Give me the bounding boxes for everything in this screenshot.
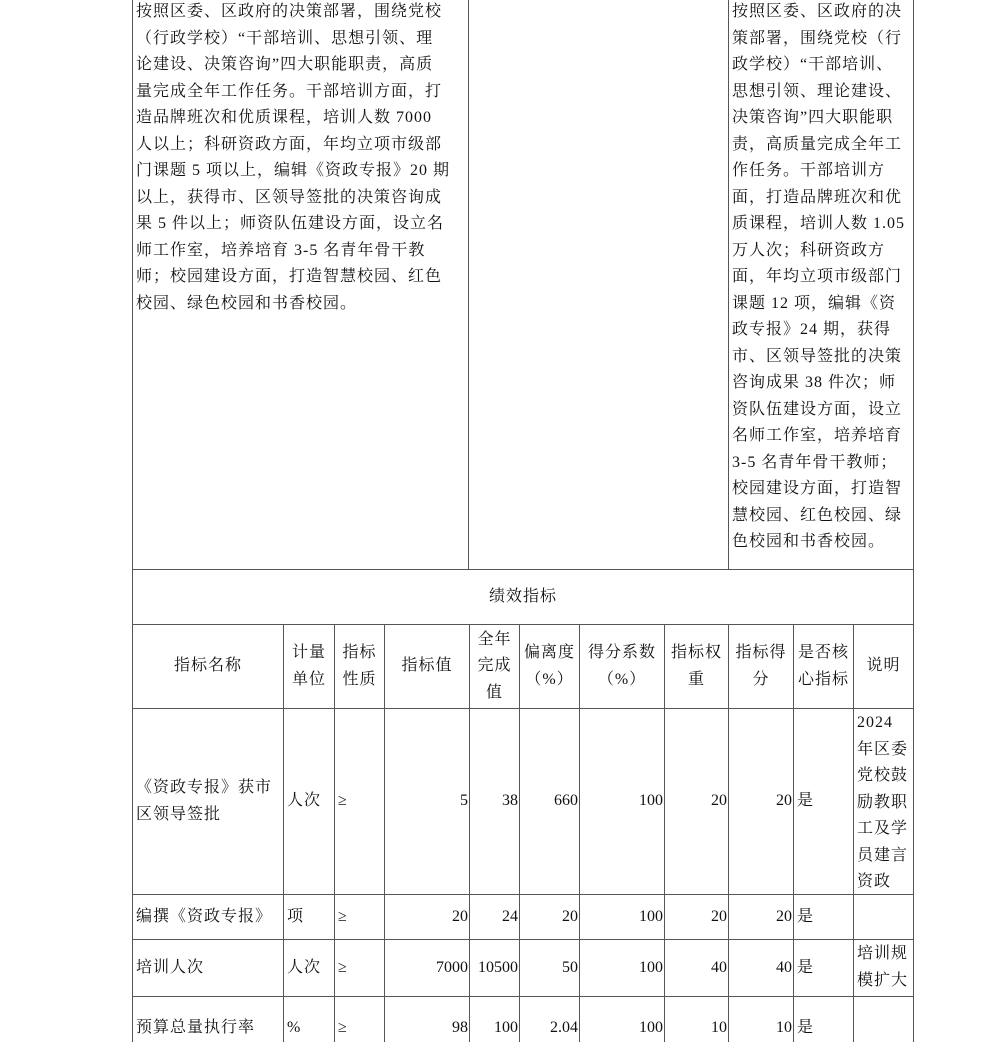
table-cell (793, 708, 854, 895)
table-cell (728, 939, 794, 997)
cell-text-line: 区领导签批 (136, 805, 222, 823)
cell-text-line: 培训规 (857, 945, 909, 962)
cell-text-line: 面，打造品牌班次和优 (732, 188, 903, 206)
table-cell (334, 996, 385, 1042)
cell-text-line: 单位 (291, 670, 326, 688)
column-header (132, 624, 284, 709)
cell-text-line: 量完成全年工作任务。干部培训方面，打 (136, 82, 443, 100)
cell-text-line: 说明 (866, 657, 901, 675)
table-cell (334, 939, 385, 997)
cell-text-line: 3-5 名青年骨干教师； (732, 453, 898, 471)
table-cell (384, 996, 470, 1042)
cell-text-line: 师；校园建设方面，打造智慧校园、红色 (136, 268, 443, 285)
middle-blank-cell (468, 0, 729, 570)
table-cell (334, 894, 385, 940)
cell-text-line: 38 (502, 792, 518, 810)
column-header (793, 624, 854, 709)
cell-text-line: ≥ (338, 958, 348, 976)
cell-text-line: 指标权 (670, 644, 722, 661)
column-header (664, 624, 729, 709)
cell-text-line: 校园建设方面，打造智 (732, 480, 903, 497)
cell-text-line: 绩效指标 (488, 587, 557, 605)
cell-text-line: 是否核 (797, 644, 849, 661)
table-cell (664, 939, 729, 997)
cell-text-line: 人次 (287, 958, 322, 976)
table-cell (334, 708, 385, 895)
table-cell (579, 708, 665, 895)
cell-text-line: ≥ (338, 907, 348, 925)
column-header (728, 624, 794, 709)
cell-text-line: 课题 12 项，编辑《资 (732, 294, 897, 312)
cell-text-line: 计量 (291, 644, 326, 661)
table-cell (793, 939, 854, 997)
cell-text-line: 100 (639, 1018, 663, 1036)
cell-text-line: 40 (711, 958, 727, 976)
cell-text-line: （行政学校）“干部培训、思想引领、理 (136, 29, 434, 47)
cell-text-line: 是 (797, 1018, 815, 1036)
cell-text-line: 按照区委、区政府的决策部署，围绕党校 (136, 3, 443, 20)
cell-text-line: 10500 (478, 958, 518, 976)
table-cell (664, 708, 729, 895)
cell-text-line: 政专报》24 期，获得 (732, 321, 892, 338)
cell-text-line: 《资政专报》获市 (136, 779, 273, 796)
table-cell (132, 894, 284, 940)
table-cell (132, 708, 284, 895)
cell-text-line: 心指标 (797, 670, 849, 688)
cell-text-line: 人次 (287, 792, 322, 810)
column-header (384, 624, 470, 709)
cell-text-line: 性质 (342, 670, 377, 688)
cell-text-line: 质课程，培训人数 1.05 (732, 215, 906, 232)
cell-text-line: 论建设、决策咨询”四大职能职责，高质 (136, 56, 434, 73)
cell-text-line: 编撰《资政专报》 (136, 907, 273, 925)
cell-text-line: ≥ (338, 792, 348, 810)
table-cell (793, 894, 854, 940)
table-cell (132, 996, 284, 1042)
cell-text-line: 员建言 (857, 846, 909, 864)
table-cell (579, 996, 665, 1042)
annual-target-cell (132, 0, 469, 570)
cell-text-line: 以上，获得市、区领导签批的决策咨询成 (136, 188, 443, 206)
cell-text-line: 人以上；科研资政方面，年均立项市级部 (136, 135, 443, 153)
cell-text-line: 20 (776, 792, 792, 810)
table-cell (519, 894, 580, 940)
cell-text-line: 门课题 5 项以上，编辑《资政专报》20 期 (136, 162, 451, 179)
column-header (519, 624, 580, 709)
cell-text-line: ≥ (338, 1018, 348, 1036)
table-cell (519, 996, 580, 1042)
table-cell (853, 708, 914, 895)
table-cell (728, 708, 794, 895)
cell-text-line: 值 (485, 683, 503, 701)
cell-text-line: 面，年均立项市级部门 (732, 268, 903, 285)
cell-text-line: 师工作室，培养培育 3-5 名青年骨干教 (136, 241, 426, 259)
table-cell (853, 894, 914, 940)
cell-text-line: 资政 (857, 873, 892, 890)
cell-text-line: 策部署，围绕党校（行 (732, 29, 903, 47)
cell-text-line: 2.04 (550, 1018, 578, 1036)
column-header (283, 624, 335, 709)
cell-text-line: 果 5 件以上；师资队伍建设方面，设立名 (136, 215, 445, 232)
cell-text-line: 100 (494, 1018, 518, 1036)
table-cell (853, 939, 914, 997)
table-cell (728, 996, 794, 1042)
table-cell (283, 939, 335, 997)
table-cell (664, 996, 729, 1042)
cell-text-line: 得分系数 (587, 644, 656, 661)
cell-text-line: 模扩大 (857, 971, 909, 989)
table-cell (283, 708, 335, 895)
column-header (334, 624, 385, 709)
cell-text-line: 党校鼓 (857, 767, 909, 784)
cell-text-line: 100 (639, 907, 663, 925)
cell-text-line: 7000 (436, 958, 468, 976)
cell-text-line: 指标得 (735, 644, 787, 661)
cell-text-line: 是 (797, 907, 815, 925)
cell-text-line: （%） (525, 670, 574, 688)
table-cell (469, 996, 520, 1042)
cell-text-line: 资队伍建设方面，设立 (732, 400, 903, 418)
table-cell (469, 894, 520, 940)
cell-text-line: 年区委 (857, 740, 909, 758)
table-cell (793, 996, 854, 1042)
section-title (132, 569, 914, 625)
cell-text-line: 指标名称 (173, 657, 242, 675)
cell-text-line: 按照区委、区政府的决 (732, 3, 903, 20)
cell-text-line: 20 (562, 907, 578, 925)
cell-text-line: 2024 (857, 714, 893, 731)
cell-text-line: 分 (752, 670, 770, 688)
table-cell (469, 939, 520, 997)
table-cell (283, 894, 335, 940)
cell-text-line: 项 (287, 907, 305, 925)
cell-text-line: 20 (452, 907, 468, 925)
cell-text-line: 作任务。干部培训方 (732, 162, 886, 179)
table-cell (283, 996, 335, 1042)
cell-text-line: 指标值 (401, 657, 453, 675)
column-header (853, 624, 914, 709)
table-cell (132, 939, 284, 997)
cell-text-line: 10 (776, 1018, 792, 1036)
table-cell (579, 894, 665, 940)
cell-text-line: 思想引领、理论建设、 (732, 82, 903, 100)
cell-text-line: 政学校）“干部培训、 (732, 56, 894, 73)
cell-text-line: 咨询成果 38 件次；师 (732, 374, 897, 391)
cell-text-line: 校园、绿色校园和书香校园。 (136, 294, 358, 312)
table-cell (384, 939, 470, 997)
table-cell (853, 996, 914, 1042)
cell-text-line: 名师工作室，培养培育 (732, 427, 903, 444)
cell-text-line: 660 (554, 792, 578, 810)
cell-text-line: % (287, 1018, 302, 1036)
cell-text-line: 20 (711, 792, 727, 810)
cell-text-line: 40 (776, 958, 792, 976)
cell-text-line: 20 (711, 907, 727, 925)
cell-text-line: 色校园和书香校园。 (732, 533, 886, 550)
cell-text-line: 培训人次 (136, 958, 205, 976)
table-cell (469, 708, 520, 895)
table-cell (384, 894, 470, 940)
table-cell (664, 894, 729, 940)
cell-text-line: 50 (562, 958, 578, 976)
column-header (579, 624, 665, 709)
column-header (469, 624, 520, 709)
cell-text-line: 98 (452, 1018, 468, 1036)
cell-text-line: 100 (639, 792, 663, 810)
cell-text-line: 预算总量执行率 (136, 1018, 256, 1036)
cell-text-line: 10 (711, 1018, 727, 1036)
cell-text-line: 指标 (342, 644, 377, 661)
cell-text-line: 全年 (477, 630, 512, 648)
cell-text-line: 是 (797, 792, 815, 810)
cell-text-line: 20 (776, 907, 792, 925)
cell-text-line: 造品牌班次和优质课程，培训人数 7000 (136, 109, 433, 126)
table-cell (728, 894, 794, 940)
cell-text-line: （%） (597, 670, 647, 688)
cell-text-line: 是 (797, 958, 815, 976)
cell-text-line: 责，高质量完成全年工 (732, 135, 903, 153)
table-cell (579, 939, 665, 997)
cell-text-line: 100 (639, 958, 663, 976)
cell-text-line: 工及学 (857, 820, 909, 837)
table-cell (384, 708, 470, 895)
cell-text-line: 励教职 (857, 793, 909, 811)
cell-text-line: 24 (502, 907, 518, 925)
cell-text-line: 偏离度 (523, 644, 575, 661)
cell-text-line: 重 (687, 670, 705, 688)
cell-text-line: 市、区领导签批的决策 (732, 347, 903, 365)
actual-completion-cell (728, 0, 914, 570)
cell-text-line: 慧校园、红色校园、绿 (732, 506, 903, 524)
cell-text-line: 万人次；科研资政方 (732, 241, 886, 259)
cell-text-line: 决策咨询”四大职能职 (732, 109, 894, 126)
table-cell (519, 939, 580, 997)
table-cell (519, 708, 580, 895)
cell-text-line: 完成 (477, 657, 512, 675)
cell-text-line: 5 (460, 792, 468, 810)
